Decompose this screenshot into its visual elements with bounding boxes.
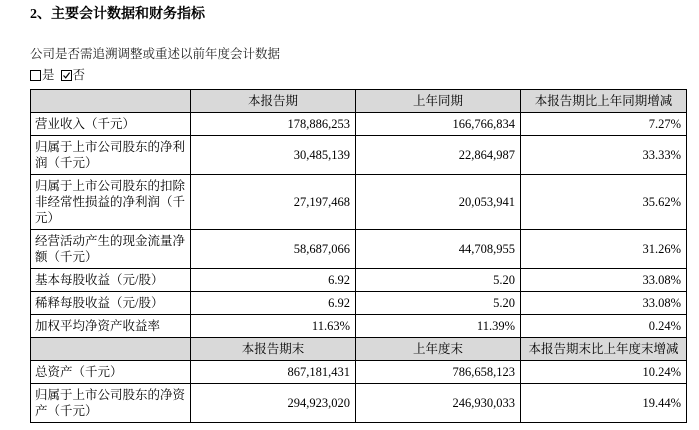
header-blank-cell	[31, 338, 191, 361]
prior-value: 786,658,123	[356, 361, 521, 384]
row-label: 总资产（千元）	[31, 361, 191, 384]
current-value: 294,923,020	[191, 384, 356, 423]
change-value: 7.27%	[521, 113, 687, 136]
table-header-row	[31, 90, 687, 113]
checkbox-checked-icon	[61, 70, 72, 81]
prior-value: 5.20	[356, 292, 521, 315]
column-header-period-end: 本报告期末	[191, 338, 356, 361]
current-value: 30,485,139	[191, 136, 356, 175]
row-label: 归属于上市公司股东的扣除非经常性损益的净利润（千元）	[31, 175, 191, 230]
current-value: 27,197,468	[191, 175, 356, 230]
restatement-question: 公司是否需追溯调整或重述以前年度会计数据	[30, 47, 281, 61]
prior-value: 11.39%	[356, 315, 521, 338]
restatement-options	[30, 67, 91, 83]
change-value: 33.08%	[521, 292, 687, 315]
current-value: 11.63%	[191, 315, 356, 338]
table-row	[31, 292, 687, 315]
change-value: 35.62%	[521, 175, 687, 230]
change-value: 19.44%	[521, 384, 687, 423]
column-header-prior: 上年同期	[356, 90, 521, 113]
table-row	[31, 136, 687, 175]
change-value: 0.24%	[521, 315, 687, 338]
checkbox-unchecked-icon	[30, 70, 41, 81]
table-row	[31, 175, 687, 230]
column-header-change: 本报告期比上年同期增减	[521, 90, 687, 113]
change-value: 33.08%	[521, 269, 687, 292]
current-value: 867,181,431	[191, 361, 356, 384]
change-value: 33.33%	[521, 136, 687, 175]
row-label: 稀释每股收益（元/股）	[31, 292, 191, 315]
table-header-row	[31, 338, 687, 361]
current-value: 58,687,066	[191, 230, 356, 269]
row-label: 加权平均净资产收益率	[31, 315, 191, 338]
row-label: 营业收入（千元）	[31, 113, 191, 136]
change-value: 10.24%	[521, 361, 687, 384]
option-no-label: 否	[72, 68, 86, 82]
option-yes-label: 是	[42, 68, 55, 82]
column-header-change-vs-year-end: 本报告期末比上年度末增减	[521, 338, 687, 361]
current-value: 6.92	[191, 292, 356, 315]
prior-value: 44,708,955	[356, 230, 521, 269]
prior-value: 166,766,834	[356, 113, 521, 136]
prior-value: 246,930,033	[356, 384, 521, 423]
table-row	[31, 230, 687, 269]
row-label: 归属于上市公司股东的净利润（千元）	[31, 136, 191, 175]
header-blank-cell	[31, 90, 191, 113]
row-label: 归属于上市公司股东的净资产（千元）	[31, 384, 191, 423]
row-label: 经营活动产生的现金流量净额（千元）	[31, 230, 191, 269]
table-row	[31, 113, 687, 136]
prior-value: 5.20	[356, 269, 521, 292]
financial-indicators-table	[30, 89, 687, 423]
section-title: 2、主要会计数据和财务指标	[30, 7, 205, 22]
column-header-prior-year-end: 上年度末	[356, 338, 521, 361]
table-row	[31, 269, 687, 292]
change-value: 31.26%	[521, 230, 687, 269]
prior-value: 20,053,941	[356, 175, 521, 230]
table-row	[31, 384, 687, 423]
option-no	[61, 67, 86, 83]
table-row	[31, 361, 687, 384]
row-label: 基本每股收益（元/股）	[31, 269, 191, 292]
option-yes	[30, 67, 55, 83]
current-value: 6.92	[191, 269, 356, 292]
table-row	[31, 315, 687, 338]
column-header-current: 本报告期	[191, 90, 356, 113]
prior-value: 22,864,987	[356, 136, 521, 175]
current-value: 178,886,253	[191, 113, 356, 136]
